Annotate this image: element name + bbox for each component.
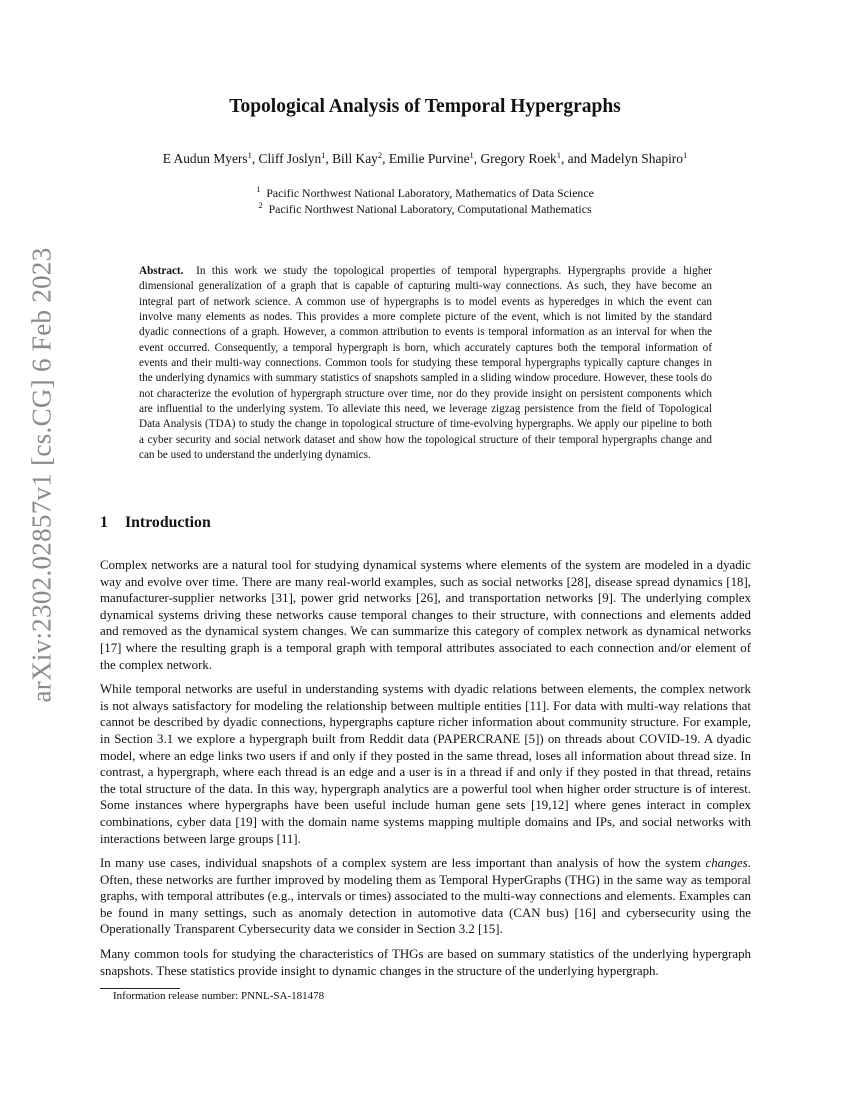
author-name: E Audun Myers	[162, 151, 248, 166]
paragraph-1: Complex networks are a natural tool for studying dynamical systems where elements of the system are modeled in a dyadic way and evolve over time. There are many real-world examples, such as social networks [28], disease spread dynamics [18], manufacturer-supplier networks [31], power grid networks [26], and transportation networks [9]. The underlying complex dynamical systems driving these networks cause temporal changes to their structure, with connections and elements added and removed as the dynamical system changes. We can summarize this category of complex network as dynamical networks [17] where the resulting graph is a temporal graph with temporal attributes associated to each connection and/or element of the complex network.	[100, 558, 751, 672]
author-separator: ,	[473, 151, 481, 166]
abstract-label: Abstract.	[139, 265, 184, 277]
author-name: Emilie Purvine	[388, 151, 470, 166]
affiliation-2	[150, 202, 700, 217]
author-name: Gregory Roek	[480, 151, 557, 166]
paragraph-3-end: . Often, these networks are further improved by modeling them as Temporal HyperGraphs (THG) in the same way as temporal graphs, with temporal attributes (e.g., intervals or times) associated to the multi-way connections and elements. Examples can be found in many settings, such as anomaly detection in automotive data (CAN bus) [16] and cybersecurity using the Operationally Transparent Cybersecurity data we consider in Section 3.2 [15].	[100, 856, 751, 937]
paragraph-2: While temporal networks are useful in understanding systems with dyadic relations between elements, the complex network is not always satisfactory for modeling the relationship between multiple entities [11]. For data with multi-way relations that cannot be described by dyadic connections, hypergraphs capture richer information about community structure. For example, in Section 3.1 we explore a hypergraph built from Reddit data (PAPERCRANE [5]) on threads about COVID-19. A dyadic model, where an edge links two users if and only if they posted in the same thread, loses all information about thread size. In contrast, a hypergraph, where each thread is an edge and a user is in a thread if and only if they posted in that thread, retains the total structure of the data. In this way, hypergraph analytics are a powerful tool when higher order structure is of interest. Some instances where hypergraphs have been useful include human gene sets [19,12] where genes interact in complex combinations, cyber data [19] with the domain name systems mapping multiple domains and IPs, and social networks with interactions between large groups [11].	[100, 682, 751, 846]
affiliation-text: Pacific Northwest National Laboratory, Mathematics of Data Science	[266, 186, 594, 200]
author-name: Cliff Joslyn	[258, 151, 322, 166]
author-separator: , and	[560, 151, 591, 166]
arxiv-identifier-stamp: arXiv:2302.02857v1 [cs.CG] 6 Feb 2023	[26, 247, 57, 703]
author-affiliation-mark: 1	[469, 150, 474, 160]
author-separator: ,	[325, 151, 333, 166]
affiliation-1	[150, 186, 700, 201]
author-affiliation-mark: 1	[682, 150, 688, 160]
author-name: Madelyn Shapiro	[590, 151, 683, 166]
emphasized-word: changes	[705, 856, 748, 871]
affiliation-mark: 2	[258, 200, 263, 210]
section-number: 1	[100, 514, 108, 531]
author-affiliation-mark: 2	[377, 150, 383, 160]
paragraph-3-start: In many use cases, individual snapshots of a complex system are less important than analysis of how the system	[100, 856, 706, 871]
author-affiliation-mark: 1	[556, 150, 561, 160]
author-affiliation-mark: 1	[321, 150, 326, 160]
paragraph-4: Many common tools for studying the characteristics of THGs are based on summary statistics of the underlying hypergraph snapshots. These statistics provide insight to dynamic changes in the structure of the underlying hypergraph.	[100, 947, 751, 978]
paragraph-3	[100, 855, 751, 938]
introduction-body	[100, 557, 751, 987]
footnote: Information release number: PNNL-SA-181478	[113, 990, 325, 1002]
paper-title: Topological Analysis of Temporal Hypergraphs	[229, 96, 621, 117]
author-affiliation-mark: 1	[247, 150, 252, 160]
footnote-divider	[100, 988, 180, 989]
section-title: Introduction	[125, 514, 211, 531]
abstract	[139, 264, 712, 463]
author-separator: ,	[251, 151, 259, 166]
affiliation-mark: 1	[256, 184, 261, 194]
affiliation-text: Pacific Northwest National Laboratory, Computational Mathematics	[268, 202, 592, 216]
section-heading-introduction	[100, 514, 211, 532]
author-list	[80, 151, 770, 167]
author-name: Bill Kay	[332, 151, 378, 166]
author-separator: ,	[382, 151, 389, 166]
abstract-text: In this work we study the topological properties of temporal hypergraphs. Hypergraphs provide a higher dimensional generalization of a graph that is capable of capturing multi-way connections. As such, they have become an integral part of network science. A common use of hypergraphs is to model events as hyperedges in which the event can involve many elements as nodes. This provides a more complete picture of the event, which is not limited by the standard dyadic connections of a graph. However, a common attribution to events is temporal information as an interval for when the event occurred. Consequently, a temporal hypergraph is born, which accurately captures both the temporal information of events and their multi-way connections. Common tools for studying these temporal hypergraphs typically capture changes in the underlying dynamics with summary statistics of snapshots sampled in a sliding window procedure. However, these tools do not characterize the evolution of hypergraph structure over time, nor do they provide insight on persistent components which are influential to the underlying system. To alleviate this need, we leverage zigzag persistence from the field of Topological Data Analysis (TDA) to study the change in topological structure of time-evolving hypergraphs. We apply our pipeline to both a cyber security and social network dataset and show how the topological structure of their temporal hypergraphs change and can be used to understand the underlying dynamics.	[139, 265, 713, 462]
